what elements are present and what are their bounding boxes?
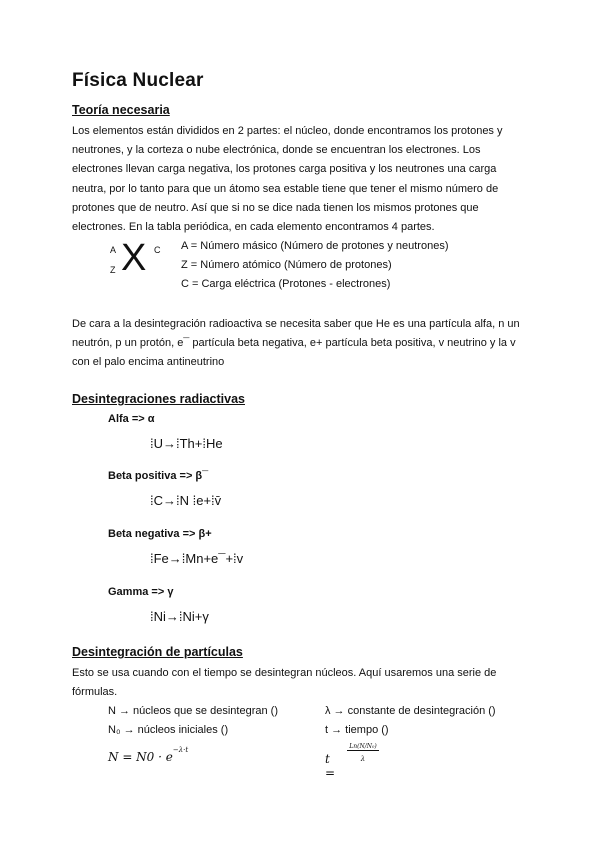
gamma-equation: ⁞Ni→⁞Ni+γ <box>150 609 209 624</box>
gamma-label: Gamma => γ <box>108 586 174 598</box>
beta-positive-label: Beta positiva => β¯ <box>108 470 209 482</box>
notation-mass-number: A <box>110 245 117 255</box>
decays-heading: Desintegraciones radiactivas <box>72 392 245 406</box>
variable-n: N → núcleos que se desintegran () <box>108 705 278 717</box>
legend-atomic-number: Z = Número atómico (Número de protones) <box>181 259 392 271</box>
beta-positive-equation: ⁞C→⁞N ⁞e+⁞v̄ <box>150 493 222 508</box>
particles-heading: Desintegración de partículas <box>72 645 243 659</box>
theory-paragraph: Los elementos están divididos en 2 partes: el núcleo, donde encontramos los protones y neutrones, y la corteza o nube electrónica, donde se encuentran los electrones. Los electrones llevan carga negativa, los protones carga positiva y los neutrones una carga neutra, por lo tanto para que un átomo sea estable tiene que tener el mismo número de protones que de neutro. Así que si no se dice nada tienen los mismos protones que electrones. En la tabla periódica, en cada elemento encontramos 4 partes. <box>72 125 503 234</box>
beta-negative-equation: ⁞Fe→⁞Mn+e¯+⁞v <box>150 551 244 566</box>
time-formula-numerator: Ln(N/N₀) <box>347 743 379 751</box>
alpha-equation: ⁞U→⁞Th+⁞He <box>150 436 223 451</box>
time-formula-denominator: λ <box>360 755 366 763</box>
alpha-label: Alfa => α <box>108 413 155 425</box>
variable-lambda: λ → constante de desintegración () <box>325 705 496 717</box>
decay-formula-lhs: N = N0 · e <box>108 750 173 764</box>
legend-mass-number: A = Número másico (Número de protones y neutrones) <box>181 240 449 252</box>
decay-formula-exponent: −λ·t <box>172 746 189 754</box>
notation-atomic-number: Z <box>110 265 116 275</box>
variable-t: t → tiempo () <box>325 724 389 736</box>
page-title: Física Nuclear <box>72 70 204 91</box>
beta-negative-label: Beta negativa => β+ <box>108 528 212 540</box>
time-formula-lhs: t = <box>325 752 336 780</box>
element-notation <box>108 237 168 285</box>
particles-paragraph: Esto se usa cuando con el tiempo se desintegran núcleos. Aquí usaremos una serie de fórmulas. <box>72 667 497 699</box>
particles-note-paragraph: De cara a la desintegración radioactiva se necesita saber que He es una partícula alfa, n un neutrón, p un protón, e¯ partícula beta negativa, e+ partícula beta positiva, v neutrino y la v con el palo encima antineutrino <box>72 318 520 369</box>
variable-n0: N₀ → núcleos iniciales () <box>108 724 229 736</box>
theory-heading: Teoría necesaria <box>72 103 170 117</box>
notation-charge: C <box>154 245 161 255</box>
notation-symbol: X <box>121 237 147 279</box>
legend-charge: C = Carga eléctrica (Protones - electrones) <box>181 278 391 290</box>
